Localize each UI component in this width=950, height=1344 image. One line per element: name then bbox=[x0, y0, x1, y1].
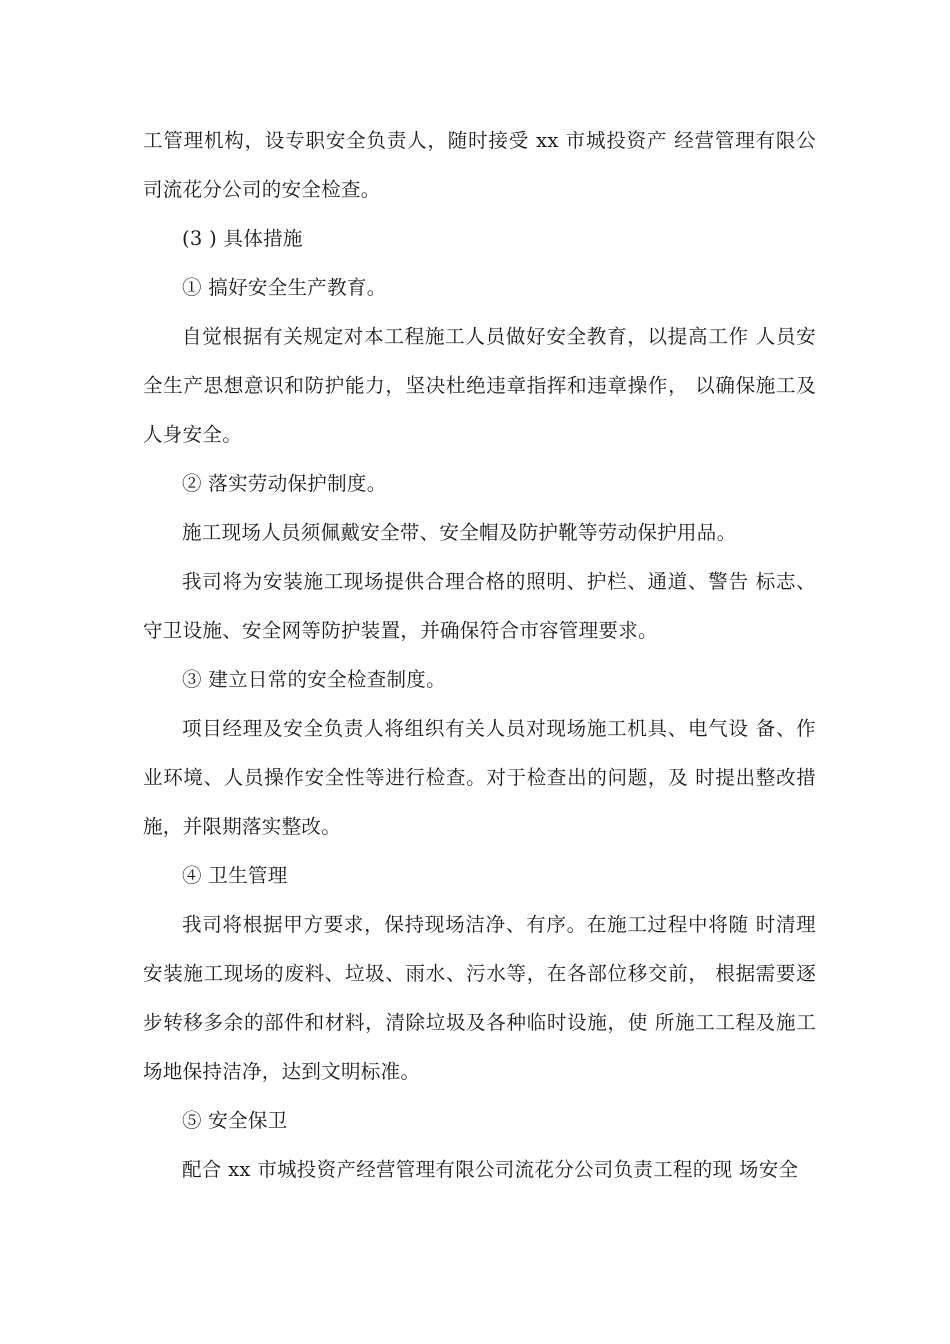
item-heading-security: ⑤ 安全保卫 bbox=[182, 1109, 288, 1132]
paragraph-hygiene: 我司将根据甲方要求，保持现场洁净、有序。在施工过程中将随 时清理安装施工现场的废料、垃圾、雨水、污水等，在各部位移交前， 根据需要逐步转移多余的部件和材料，清除垃圾及各种临时设施，使 所施工工程及施工场地保持洁净，达到文明标准。 bbox=[143, 913, 816, 1083]
paragraph-security: 配合 xx 市城投资产经营管理有限公司流花分公司负责工程的现 场安全 bbox=[182, 1158, 799, 1181]
paragraph-protective-gear: 施工现场人员须佩戴安全带、安全帽及防护靴等劳动保护用品。 bbox=[182, 521, 737, 544]
paragraph-org-intro: 工管理机构，设专职安全负责人，随时接受 xx 市城投资产 经营管理有限公司流花分公司的安全检查。 bbox=[143, 129, 816, 201]
paragraph-protective-devices: 我司将为安装施工现场提供合理合格的照明、护栏、通道、警告 标志、守卫设施、安全网等防护装置，并确保符合市容管理要求。 bbox=[143, 570, 816, 642]
item-heading-safety-education: ① 搞好安全生产教育。 bbox=[182, 276, 387, 299]
item-heading-hygiene: ④ 卫生管理 bbox=[182, 864, 288, 887]
document-body bbox=[143, 116, 816, 1194]
paragraph-daily-inspection: 项目经理及安全负责人将组织有关人员对现场施工机具、电气设 备、作业环境、人员操作安全性等进行检查。对于检查出的问题，及 时提出整改措施，并限期落实整改。 bbox=[143, 717, 816, 838]
paragraph-safety-education: 自觉根据有关规定对本工程施工人员做好安全教育，以提高工作 人员安全生产思想意识和防护能力，坚决杜绝违章指挥和违章操作， 以确保施工及人身安全。 bbox=[143, 325, 816, 446]
section-heading-specific-measures: (3 ) 具体措施 bbox=[182, 227, 303, 250]
item-heading-daily-inspection: ③ 建立日常的安全检查制度。 bbox=[182, 668, 446, 691]
item-heading-labor-protection: ② 落实劳动保护制度。 bbox=[182, 472, 387, 495]
